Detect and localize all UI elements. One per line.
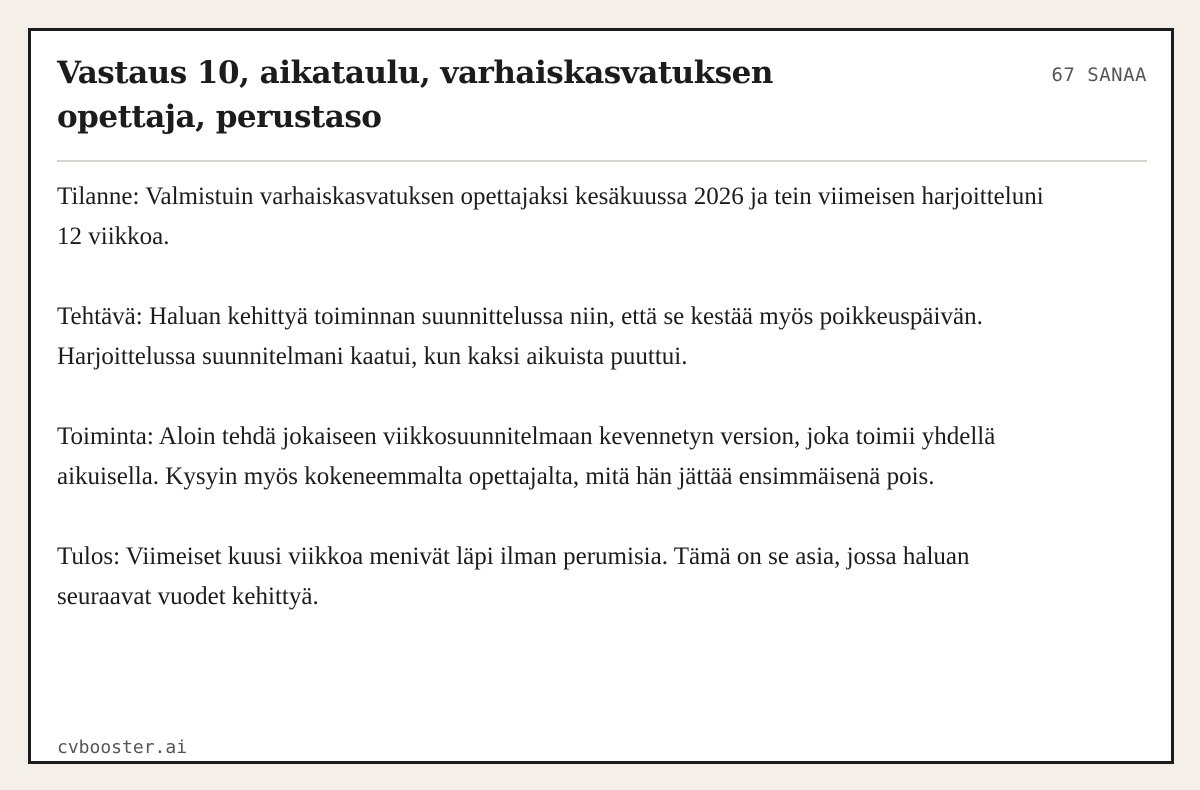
paragraph-task: Tehtävä: Haluan kehittyä toiminnan suunnittelussa niin, että se kestää myös poikkeuspäivän. Harjoittelussa suunnitelmani kaatui, kun kaksi aikuista puuttui. [57,303,983,370]
card-title: Vastaus 10, aikataulu, varhaiskasvatuksen opettaja, perustaso [57,55,773,135]
footer-brand: cvbooster.ai [57,737,188,758]
word-count-badge: 67 SANAA [1051,64,1147,86]
answer-card [28,28,1174,764]
divider [57,160,1147,162]
paragraph-result: Tulos: Viimeiset kuusi viikkoa menivät läpi ilman perumisia. Tämä on se asia, jossa haluan seuraavat vuodet kehittyä. [57,543,970,610]
paragraph-situation: Tilanne: Valmistuin varhaiskasvatuksen opettajaksi kesäkuussa 2026 ja tein viimeisen harjoitteluni 12 viikkoa. [57,183,1044,250]
paragraph-action: Toiminta: Aloin tehdä jokaiseen viikkosuunnitelmaan kevennetyn version, joka toimii yhdellä aikuisella. Kysyin myös kokeneemmalta opettajalta, mitä hän jättää ensimmäisenä pois. [57,423,996,490]
answer-body [57,177,1047,617]
